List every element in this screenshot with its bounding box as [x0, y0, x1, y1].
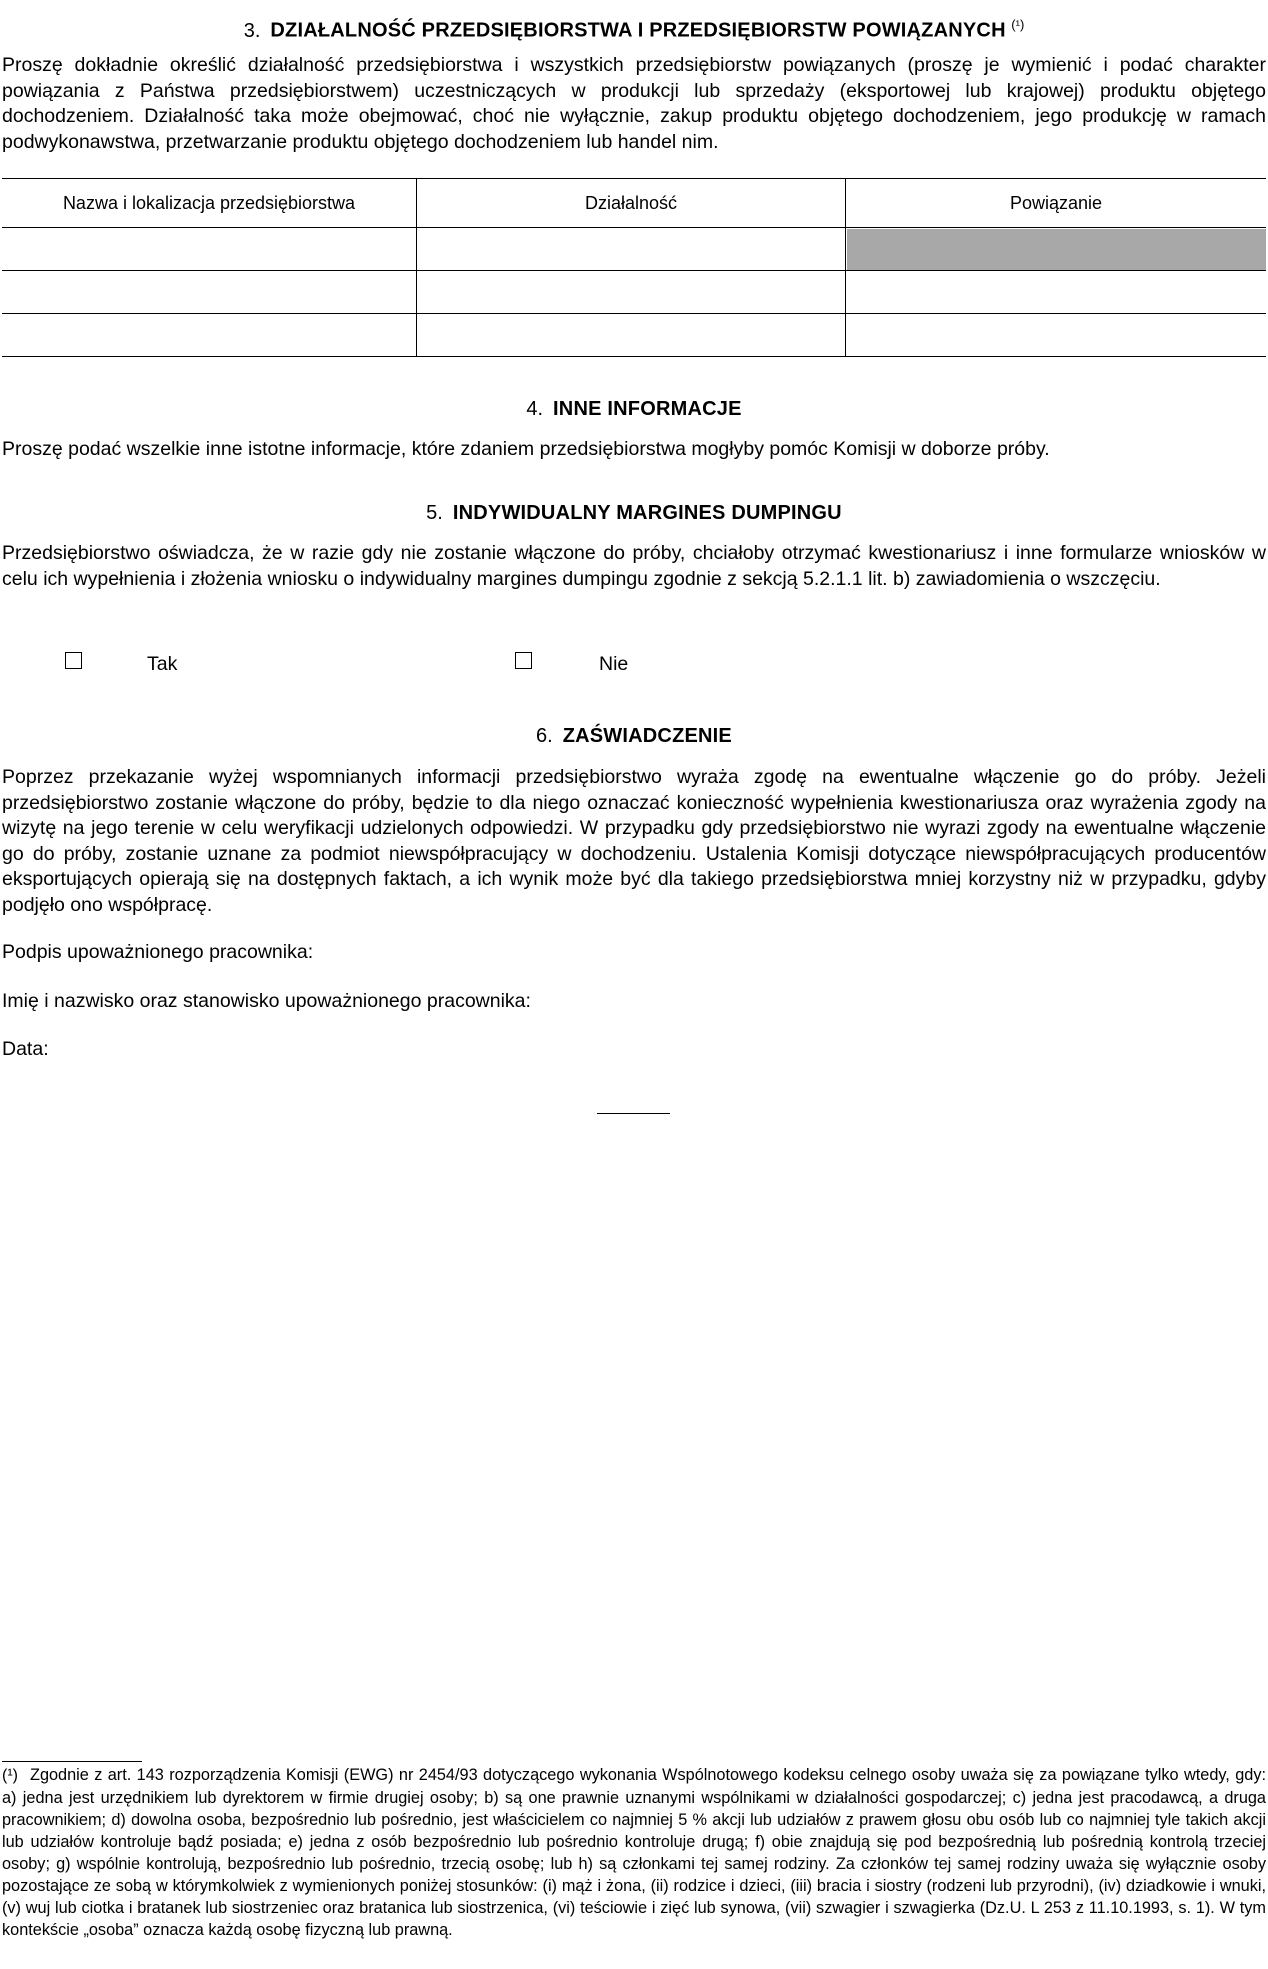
section-3-title: DZIAŁALNOŚĆ PRZEDSIĘBIORSTWA I PRZEDSIĘBIORSTW POWIĄZANYCH	[270, 19, 1006, 42]
date-label: Data:	[2, 1038, 49, 1060]
table-cell-activity[interactable]	[417, 314, 845, 356]
table-cell-company[interactable]	[2, 314, 416, 356]
checkbox-yes[interactable]	[65, 652, 82, 669]
section-4-number: 4.	[526, 398, 544, 420]
section-6-heading	[0, 723, 1268, 749]
footnote-separator	[2, 1761, 142, 1762]
section-4-text: Proszę podać wszelkie inne istotne informacje, które zdaniem przedsiębiorstwa mogłyby pomóc Komisji w doborze próby.	[2, 438, 1050, 460]
table-cell-relationship[interactable]	[846, 314, 1266, 356]
table-cell-relationship-shaded	[847, 229, 1266, 270]
name-position-label: Imię i nazwisko oraz stanowisko upoważnionego pracownika:	[2, 990, 531, 1012]
footnote-marker: (¹)	[2, 1767, 18, 1784]
column-header-relationship: Powiązanie	[1009, 193, 1103, 213]
section-6-number: 6.	[536, 725, 553, 747]
section-5-number: 5.	[426, 502, 443, 524]
checkbox-no[interactable]	[515, 652, 532, 669]
table-cell-relationship[interactable]	[846, 271, 1266, 313]
section-4-title: INNE INFORMACJE	[553, 398, 742, 420]
option-yes-label: Tak	[147, 653, 178, 675]
table-cell-activity[interactable]	[417, 271, 845, 313]
section-6-text: Poprzez przekazanie wyżej wspomnianych informacji przedsiębiorstwo wyraża zgodę na ewentualne włączenie go do próby. Jeżeli przedsiębiorstwo zostanie włączone do próby, będzie to dla niego oznaczać konieczność wypełnienia kwestionariusza oraz wyrażenia zgody na wizytę na jego terenie w celu weryfikacji udzielonych odpowiedzi. W przypadku gdy przedsiębiorstwo nie wyrazi zgody na ewentualne włączenie go do próby, zostanie uznane za podmiot niewspółpracujący w dochodzeniu. Ustalenia Komisji dotyczące niewspółpracujących producentów eksportujących opierają się na dostępnych faktach, a ich wynik może być dla takiego przedsiębiorstwa mniej korzystny niż w przypadku, gdyby podjęło ono współpracę.	[2, 766, 1266, 916]
section-5-text: Przedsiębiorstwo oświadcza, że w razie gdy nie zostanie włączone do próby, chciałoby otrzymać kwestionariusz i inne formularze wniosków w celu ich wypełnienia i złożenia wniosku o indywidualny margines dumpingu zgodnie z sekcją 5.2.1.1 lit. b) zawiadomienia o wszczęciu.	[2, 542, 1266, 590]
section-5-heading	[0, 500, 1268, 526]
section-6-title: ZAŚWIADCZENIE	[562, 725, 732, 747]
table-bottom-rule	[2, 356, 1266, 357]
related-companies-table	[2, 178, 1266, 360]
footnote	[2, 1764, 1266, 1941]
column-header-company: Nazwa i lokalizacja przedsiębiorstwa	[62, 193, 356, 213]
signature-label: Podpis upoważnionego pracownika:	[2, 941, 314, 963]
section-4-heading	[0, 396, 1268, 422]
section-3-heading	[0, 12, 1268, 44]
end-of-text-rule	[597, 1113, 670, 1114]
footnote-text: Zgodnie z art. 143 rozporządzenia Komisji (EWG) nr 2454/93 dotyczącego wykonania Wspólnotowego kodeksu celnego osoby uważa się za powiązane tylko wtedy, gdy: a) jedna jest urzędnikiem lub dyrektorem w firmie drugiej osoby; b) są one prawnie uznanymi wspólnikami w działalności gospodarczej; c) jedna jest pracodawcą, a druga pracownikiem; d) dowolna osoba, bezpośrednio lub pośrednio, jest właścicielem co najmniej 5 % akcji lub udziałów z prawem głosu obu osób lub co najmniej tyle takich akcji lub udziałów kontroluje bądź posiada; e) jedna z osób bezpośrednio lub pośrednio kontroluje drugą; f) obie znajdują się pod bezpośrednią lub pośrednią kontrolą trzeciej osoby; g) wspólnie kontrolują, bezpośrednio lub pośrednio, trzecią osobę; lub h) są członkami tej samej rodziny. Za członków tej samej rodziny uważa się wyłącznie osoby pozostające ze sobą w którymkolwiek z wymienionych poniżej stosunków: (i) mąż i żona, (ii) rodzice i dzieci, (iii) bracia i siostry (rodzeni lub przyrodni), (iv) dziadkowie i wnuki, (v) wuj lub ciotka i bratanek lub siostrzeniec oraz bratanica lub siostrzenica, (vi) teściowie i zięć lub synowa, (vii) szwagier i szwagierka (Dz.U. L 253 z 11.10.1993, s. 1). W tym kontekście „osoba” oznacza każdą osobę fizyczną lub prawną.	[2, 1766, 1266, 1939]
section-3-intro: Proszę dokładnie określić działalność przedsiębiorstwa i wszystkich przedsiębiorstw powiązanych (proszę je wymienić i podać charakter powiązania z Państwa przedsiębiorstwem) uczestniczących w produkcji lub sprzedaży (eksportowej lub krajowej) produktu objętego dochodzeniem. Działalność taka może obejmować, choć nie wyłącznie, zakup produktu objętego dochodzeniem, jego produkcję w ramach podwykonawstwa, przetwarzanie produktu objętego dochodzeniem lub handel nim.	[2, 54, 1266, 153]
column-header-activity: Działalność	[584, 193, 678, 213]
footnote-reference[interactable]: (¹)	[1011, 17, 1025, 32]
table-cell-company[interactable]	[2, 228, 416, 270]
table-cell-company[interactable]	[2, 271, 416, 313]
option-no-label: Nie	[599, 653, 629, 675]
table-cell-activity[interactable]	[417, 228, 845, 270]
section-3-number: 3.	[243, 19, 261, 42]
section-5-title: INDYWIDUALNY MARGINES DUMPINGU	[452, 502, 842, 524]
